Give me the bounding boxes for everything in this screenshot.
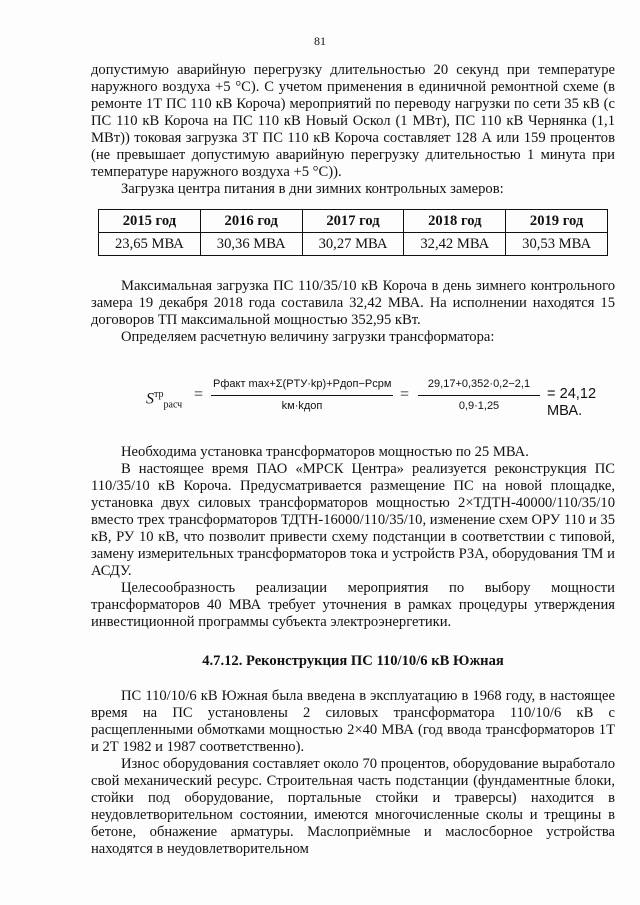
load-formula (91, 372, 615, 420)
table-cell: 30,53 МВА (506, 233, 608, 256)
fraction-denominator: 0,9·1,25 (458, 400, 500, 412)
formula-equals: = (194, 386, 204, 403)
table-cell: 23,65 МВА (99, 233, 201, 256)
table-cell: 30,36 МВА (200, 233, 302, 256)
paragraph-8: ПС 110/10/6 кВ Южная была введена в эксплуатацию в 1968 году, в настоящее время на ПС установлены 2 силовых трансформатора 110/10/6 кВ с расщепленными обмотками мощностью 2×40 МВА (год ввода трансформаторов 1Т и 2Т 1982 и 1987 соответственно). (91, 688, 615, 755)
formula-equals: = (400, 386, 410, 403)
section-title: 4.7.12. Реконструкция ПС 110/10/6 кВ Южная (202, 653, 504, 669)
fraction-denominator: kм·kдоп (281, 400, 323, 412)
table-header-row (99, 210, 608, 233)
fraction-numerator: 29,17+0,352·0,2−2,1 (418, 376, 540, 396)
table-header-cell: 2016 год (200, 210, 302, 233)
load-table (98, 209, 608, 256)
paragraph-7: Целесообразность реализации мероприятия по выбору мощности трансформаторов 40 МВА требует уточнения в рамках процедуры утверждения инвестиционной программы субъекта электроэнергетики. (91, 580, 615, 630)
paragraph-1: допустимую аварийную перегрузку длительностью 20 секунд при температуре наружного воздуха +5 °С). С учетом применения в единичной ремонтной схеме (в ремонте 1Т ПС 110 кВ Короча) мероприятий по переводу нагрузки по сети 35 кВ (с ПС 110 кВ Короча на ПС 110 кВ Новый Оскол (1 МВт), ПС 110 кВ Чернянка (1,1 МВт)) токовая загрузка 3Т ПС 110 кВ Короча составляет 128 А или 159 процентов (не превышает допустимую аварийную перегрузку длительностью 1 минута при температуре наружного воздуха +5 °С)). (91, 62, 615, 180)
formula-result: = 24,12 МВА. (547, 386, 597, 419)
formula-lhs: $S^{тр}_{расч}$ (146, 389, 183, 411)
paragraph-3: Максимальная загрузка ПС 110/35/10 кВ Короча в день зимнего контрольного замера 19 декабря 2018 года составила 32,42 МВА. На исполнении находятся 15 договоров ТП максимальной мощностью 352,95 кВт. (91, 278, 615, 328)
table-cell: 32,42 МВА (404, 233, 506, 256)
paragraph-6: В настоящее время ПАО «МРСК Центра» реализуется реконструкция ПС 110/35/10 кВ Короча. Предусматривается размещение ПС на новой площадке, установка двух силовых трансформаторов мощностью 2×ТДТН-40000/110/35/10 вместо трех трансформаторов ТДТН-16000/110/35/10, изменение схем ОРУ 110 и 35 кВ, РУ 10 кВ, что позволит привести схему подстанции в соответствии с типовой, замену измерительных трансформаторов тока и устройств РЗА, оборудования ТМ и АСДУ. (91, 461, 615, 579)
table-header-cell: 2018 год (404, 210, 506, 233)
table-header-cell: 2019 год (506, 210, 608, 233)
paragraph-2: Загрузка центра питания в дни зимних контрольных замеров: (121, 181, 504, 197)
table-row (99, 233, 608, 256)
formula-fraction-general (211, 376, 393, 415)
paragraph-5: Необходима установка трансформаторов мощностью по 25 МВА. (121, 444, 529, 460)
table-header-cell: 2017 год (302, 210, 404, 233)
paragraph-4: Определяем расчетную величину загрузки трансформатора: (121, 329, 495, 345)
formula-fraction-values (418, 376, 540, 415)
table-header-cell: 2015 год (99, 210, 201, 233)
paragraph-9: Износ оборудования составляет около 70 процентов, оборудование выработало свой механический ресурс. Строительная часть подстанции (фундаментные блоки, стойки под оборудование, портальные стойки и траверсы) находится в неудовлетворительном состоянии, имеются многочисленные сколы и трещины в бетоне, обнажение арматуры. Маслоприёмные и маслосборное устройства находятся в неудовлетворительном (91, 756, 615, 857)
document-body (91, 62, 615, 858)
fraction-numerator: Pфакт max+Σ(PТУ·kр)+Pдоп−Pсрм (211, 376, 393, 396)
table-cell: 30,27 МВА (302, 233, 404, 256)
page-number: 81 (314, 34, 326, 48)
